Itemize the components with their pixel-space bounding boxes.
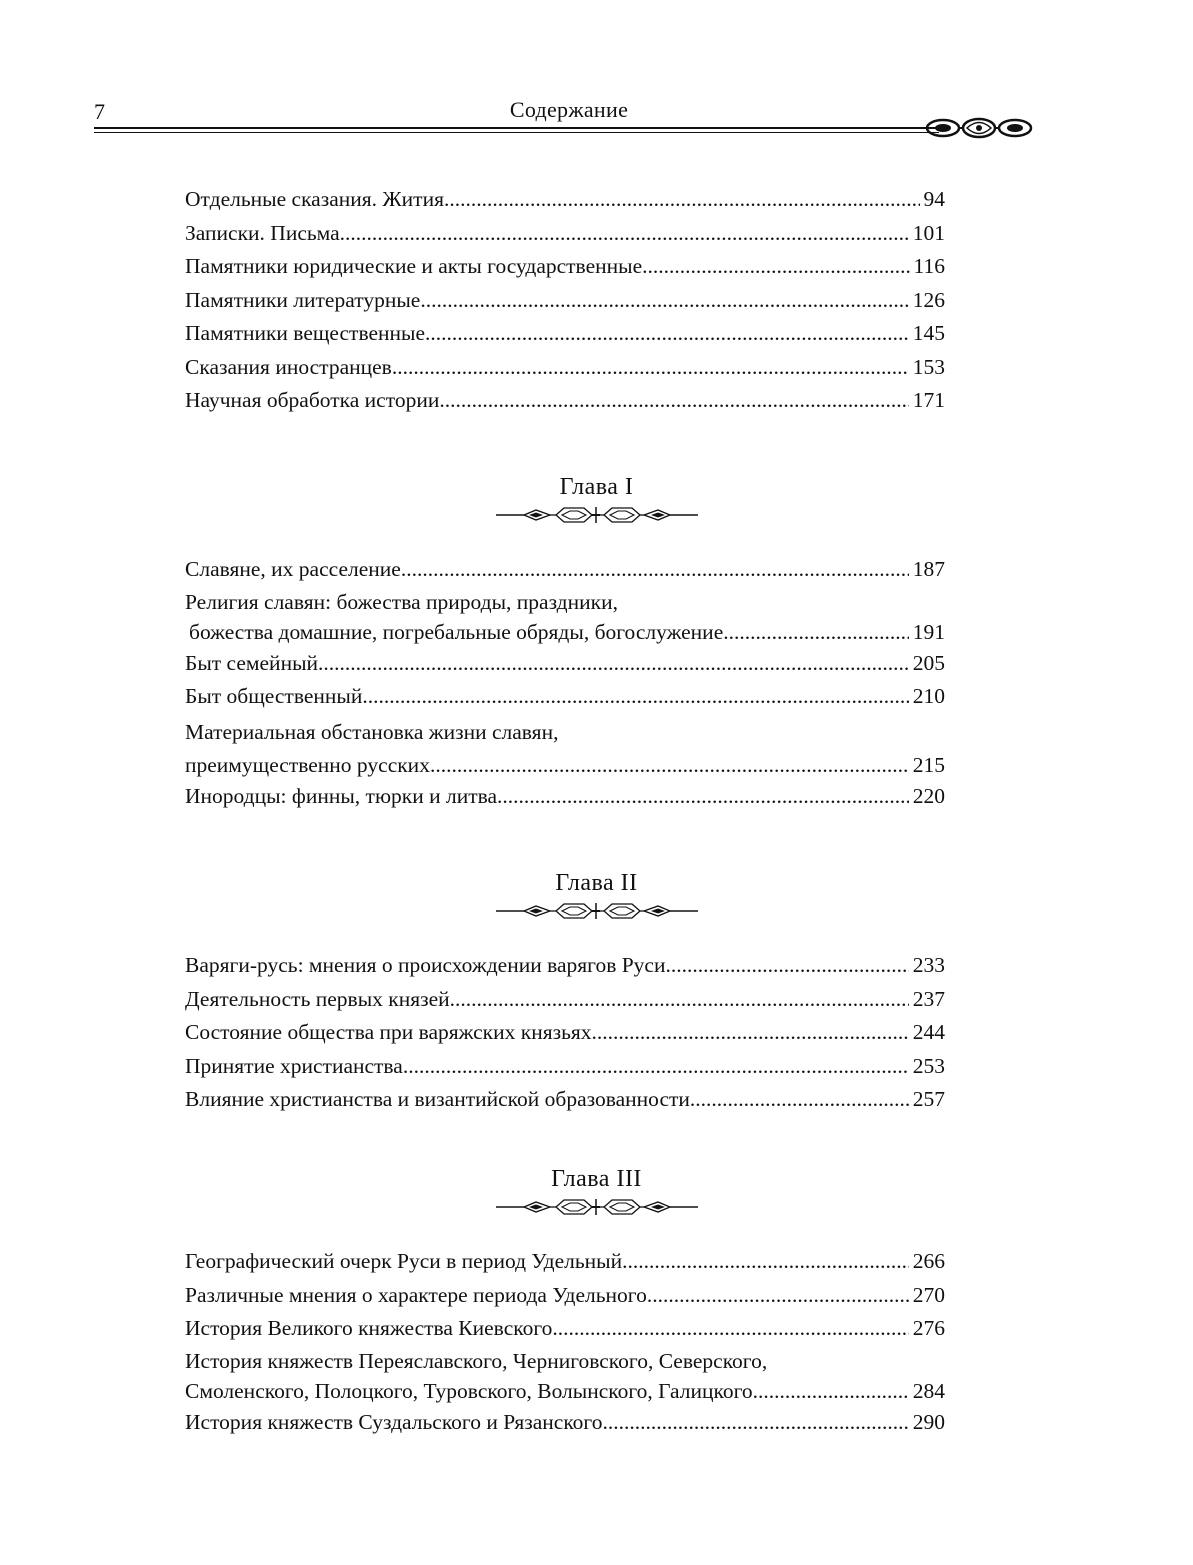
running-title: Содержание — [509, 97, 629, 122]
toc-entry[interactable] — [185, 1312, 945, 1346]
toc-entry-title: Научная обработка истории — [185, 388, 440, 412]
dot-leader — [392, 351, 909, 385]
toc-section-chapter-3 — [185, 1245, 945, 1439]
dot-leader — [425, 317, 909, 351]
toc-entry-title: Различные мнения о характере периода Удельного — [185, 1282, 647, 1307]
toc-entry[interactable] — [185, 680, 945, 714]
toc-entry-page: 126 — [912, 287, 945, 312]
page-header — [94, 97, 1044, 141]
dot-leader — [439, 384, 908, 418]
toc-entry[interactable] — [185, 183, 945, 217]
chapter-ornament-icon — [496, 505, 698, 525]
toc-entry[interactable] — [185, 284, 945, 318]
toc-entry-title: Влияние христианства и византийской образованности — [185, 1087, 690, 1111]
toc-entry-page: 187 — [912, 557, 945, 581]
toc-entry-page: 244 — [912, 1020, 945, 1044]
toc-entry-page: 215 — [912, 752, 945, 777]
toc-entry-title: Славяне, их расселение — [185, 557, 401, 581]
toc-entry-title: Записки. Письма — [185, 220, 340, 245]
chapter-heading — [0, 474, 1193, 525]
dot-leader — [552, 1312, 908, 1346]
toc-entry[interactable] — [185, 647, 945, 681]
dot-leader — [444, 183, 920, 217]
toc-entry-title: Состояние общества при варяжских князьях — [185, 1020, 592, 1044]
toc-entry-title-continued: божества домашние, погребальные обряды, богослужение — [189, 619, 724, 644]
toc-entry-page: 276 — [912, 1316, 945, 1340]
toc-entry-title: Памятники литературные — [185, 287, 421, 312]
chapter-heading — [0, 870, 1193, 921]
chapter-title: Глава III — [551, 1166, 642, 1192]
dot-leader — [647, 1279, 909, 1313]
toc-entry-title: Быт семейный — [185, 650, 319, 675]
toc-entry-page: 145 — [912, 321, 945, 345]
dot-leader — [497, 780, 909, 814]
dot-leader — [690, 1083, 909, 1117]
toc-entry-title: История Великого княжества Киевского — [185, 1316, 553, 1340]
toc-entry-page: 171 — [912, 388, 945, 412]
dot-leader — [403, 1050, 909, 1084]
dot-leader — [340, 217, 909, 251]
toc-entry-title: Религия славян: божества природы, праздники, — [185, 589, 618, 614]
toc-entry[interactable] — [185, 1279, 945, 1313]
chapter-ornament-icon — [496, 1197, 698, 1217]
toc-entry-page: 153 — [912, 354, 945, 379]
toc-entry[interactable] — [185, 1406, 945, 1440]
toc-entry-title: Деятельность первых князей — [185, 986, 450, 1011]
dot-leader — [602, 1406, 908, 1440]
dot-leader — [420, 284, 908, 318]
toc-section-chapter-2 — [185, 949, 945, 1117]
dot-leader — [401, 553, 909, 587]
header-rule — [94, 127, 939, 133]
toc-entry-title: Быт общественный — [185, 684, 363, 708]
toc-entry-title: Материальная обстановка жизни славян, — [185, 719, 559, 744]
header-ornament-icon — [923, 113, 1039, 143]
toc-entry[interactable] — [185, 949, 945, 983]
toc-entry-title: Инородцы: финны, тюрки и литва — [185, 783, 498, 808]
toc-entry-title: История княжеств Переяславского, Черниговского, Северского, — [185, 1348, 768, 1373]
dot-leader — [753, 1376, 909, 1406]
toc-entry-page: 101 — [912, 220, 945, 245]
toc-entry-title: Принятие христианства — [185, 1053, 403, 1078]
toc-entry[interactable] — [185, 1016, 945, 1050]
toc-entry-page: 116 — [913, 254, 945, 278]
toc-entry[interactable] — [185, 553, 945, 587]
toc-entry-page: 220 — [912, 783, 945, 808]
dot-leader — [642, 250, 909, 284]
toc-entry[interactable] — [185, 384, 945, 418]
toc-entry-title-continued: преимущественно русских — [185, 752, 430, 777]
toc-entry[interactable] — [185, 317, 945, 351]
toc-entry-title: Варяги-русь: мнения о происхождении варягов Руси — [185, 953, 666, 977]
toc-entry[interactable] — [185, 1245, 945, 1279]
toc-entry[interactable] — [185, 587, 945, 647]
toc-entry-page: 257 — [912, 1087, 945, 1111]
dot-leader — [430, 750, 909, 780]
toc-entry[interactable] — [185, 351, 945, 385]
toc-entry[interactable] — [185, 780, 945, 814]
toc-entry-page: 253 — [912, 1053, 945, 1078]
toc-entry[interactable] — [185, 983, 945, 1017]
toc-entry-page: 191 — [912, 619, 945, 644]
toc-section-chapter-1 — [185, 553, 945, 813]
chapter-title: Глава II — [555, 870, 638, 896]
toc-entry-page: 94 — [923, 187, 945, 211]
page-number: 7 — [94, 99, 105, 124]
toc-entry-page: 233 — [912, 953, 945, 977]
toc-entry-page: 266 — [912, 1249, 945, 1273]
chapter-heading — [0, 1166, 1193, 1217]
chapter-title: Глава I — [559, 474, 634, 500]
toc-entry-title: Памятники юридические и акты государственные — [185, 254, 643, 278]
dot-leader — [592, 1016, 909, 1050]
toc-entry-title: Памятники вещественные — [185, 321, 426, 345]
toc-entry[interactable] — [185, 217, 945, 251]
chapter-ornament-icon — [496, 901, 698, 921]
toc-entry[interactable] — [185, 250, 945, 284]
toc-entry[interactable] — [185, 717, 945, 780]
toc-entry-page: 210 — [912, 684, 945, 708]
toc-entry-title: Сказания иностранцев — [185, 354, 392, 379]
dot-leader — [318, 647, 909, 681]
toc-section-intro — [185, 183, 945, 418]
toc-entry-title: Отдельные сказания. Жития — [185, 187, 444, 211]
toc-entry[interactable] — [185, 1050, 945, 1084]
toc-entry-title: История княжеств Суздальского и Рязанского — [185, 1409, 603, 1434]
toc-entry-title-continued: Смоленского, Полоцкого, Туровского, Волынского, Галицкого — [185, 1378, 753, 1403]
toc-entry-page: 237 — [912, 986, 945, 1011]
dot-leader — [362, 680, 908, 714]
toc-entry-page: 290 — [912, 1409, 945, 1434]
dot-leader — [666, 949, 909, 983]
toc-entry-page: 284 — [912, 1378, 945, 1403]
dot-leader — [622, 1245, 909, 1279]
toc-entry[interactable] — [185, 1346, 945, 1406]
toc-entry-page: 270 — [912, 1282, 945, 1307]
dot-leader — [723, 617, 909, 647]
toc-entry-page: 205 — [912, 650, 945, 675]
toc-entry[interactable] — [185, 1083, 945, 1117]
dot-leader — [450, 983, 909, 1017]
toc-entry-title: Географический очерк Руси в период Удельный — [185, 1249, 623, 1273]
